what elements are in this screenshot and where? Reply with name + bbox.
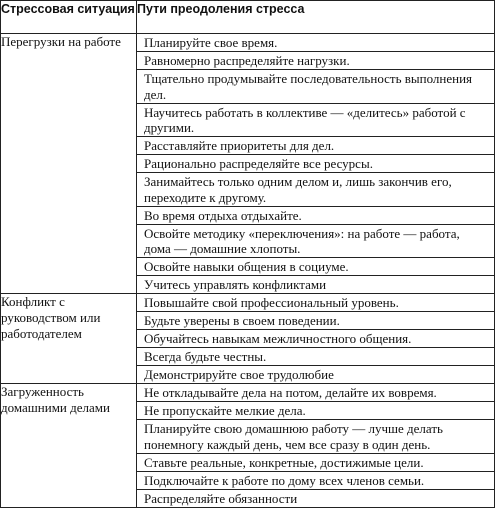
way-item: Освойте навыки общения в социуме. bbox=[137, 258, 494, 276]
ways-cell bbox=[137, 384, 495, 508]
way-item: Учитесь управлять конфликтами bbox=[144, 277, 327, 292]
way-item: Расставляйте приоритеты для дел. bbox=[137, 137, 494, 155]
way-item: Распределяйте обязанности bbox=[144, 490, 298, 506]
way-item: Научитесь работать в коллективе — «делитесь» работой с другими. bbox=[137, 104, 494, 138]
way-item: Повышайте свой профессиональный уровень. bbox=[137, 294, 494, 312]
way-item: Ставьте реальные, конкретные, достижимые цели. bbox=[137, 454, 494, 472]
header-ways: Пути преодоления стресса bbox=[137, 1, 495, 34]
way-item: Всегда будьте честны. bbox=[137, 348, 494, 366]
table-row bbox=[1, 384, 495, 508]
way-item: Не откладывайте дела на потом, делайте их вовремя. bbox=[137, 384, 494, 402]
way-item: Планируйте свое время. bbox=[137, 34, 494, 52]
header-situation: Стрессовая ситуация bbox=[1, 1, 137, 34]
situation-cell: Перегрузки на работе bbox=[1, 34, 137, 294]
way-item: Рационально распределяйте все ресурсы. bbox=[137, 155, 494, 173]
way-item: Будьте уверены в своем поведении. bbox=[137, 312, 494, 330]
way-item: Обучайтесь навыкам межличностного общения. bbox=[137, 330, 494, 348]
way-item: Подключайте к работе по дому всех членов семьи. bbox=[137, 472, 494, 490]
table-header-row bbox=[1, 1, 495, 34]
way-item: Занимайтесь только одним делом и, лишь закончив его, переходите к другому. bbox=[137, 173, 494, 207]
situation-cell: Конфликт с руководством или работодателем bbox=[1, 294, 137, 384]
ways-cell bbox=[137, 34, 495, 294]
way-item: Планируйте свою домашнюю работу — лучше делать понемногу каждый день, чем все сразу в один день. bbox=[137, 420, 494, 454]
table-row bbox=[1, 294, 495, 384]
situation-cell: Загруженность домашними делами bbox=[1, 384, 137, 508]
way-item: Демонстрируйте свое трудолюбие bbox=[144, 367, 334, 382]
table-row bbox=[1, 34, 495, 294]
way-item: Не пропускайте мелкие дела. bbox=[137, 402, 494, 420]
way-item: Равномерно распределяйте нагрузки. bbox=[137, 52, 494, 70]
way-item: Тщательно продумывайте последовательность выполнения дел. bbox=[137, 70, 494, 104]
way-item: Во время отдыха отдыхайте. bbox=[137, 207, 494, 225]
way-item: Освойте методику «переключения»: на работе — работа, дома — домашние хлопоты. bbox=[137, 225, 494, 259]
ways-cell bbox=[137, 294, 495, 384]
